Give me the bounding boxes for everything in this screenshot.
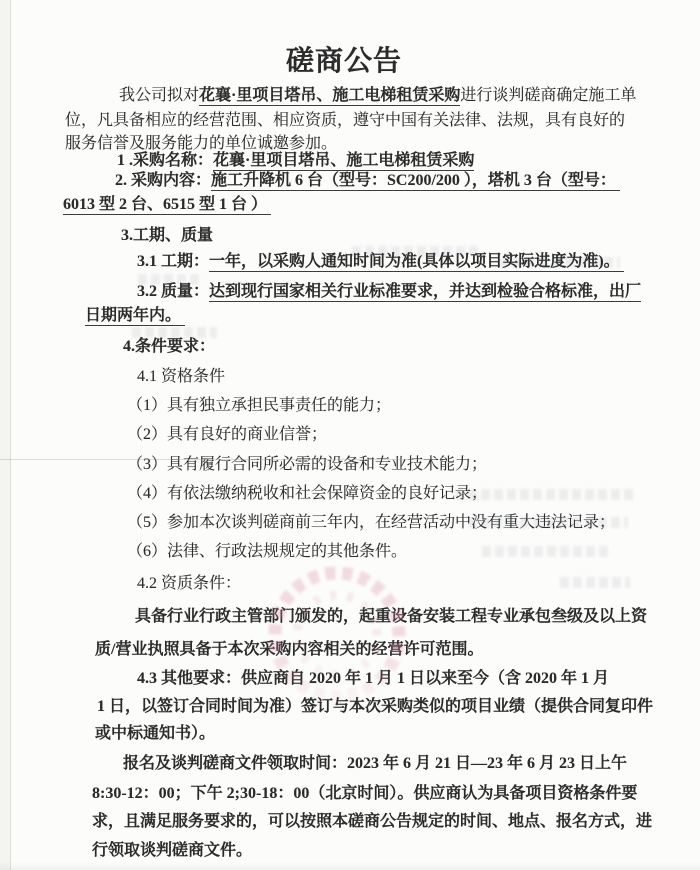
text-segment: （1）具有独立承担民事责任的能力； [127,397,392,414]
doc-line [137,575,241,593]
text-segment: 4.2 资质条件： [137,575,242,592]
doc-line [127,426,327,444]
text-segment: （6）法律、行政法规规定的其他条件。 [127,543,408,560]
text-segment: 花襄·里项目塔吊、施工电梯租赁采购 [199,87,461,104]
doc-line [63,196,271,214]
doc-line [137,283,641,301]
text-segment: 4.条件要求： [123,338,216,355]
doc-line [127,397,391,415]
text-segment: 一年，以采购人通知时间为准(具体以项目实际进度为准)。 [209,253,624,270]
doc-line [127,485,487,503]
bleedthrough-artifact [132,327,217,338]
scan-edge-strip [0,0,10,870]
text-segment: 3.工期、质量 [121,227,214,244]
doc-line [92,813,652,831]
text-segment: 服务信誉及服务能力的单位诚邀参加。 [65,135,338,152]
doc-line [65,112,625,130]
page-title: 磋商公告 [285,45,403,77]
bleedthrough-artifact [455,489,635,500]
doc-line [123,338,215,356]
doc-line [137,368,225,386]
text-segment: 行领取谈判磋商文件。 [92,842,253,859]
text-segment: 具备行业行政主管部门颁发的，起重设备安装工程专业承包叁级及以上资 [135,608,648,625]
bleedthrough-artifact [482,546,612,557]
text-segment: 1 日，以签订合同时间为准）签订与本次采购类似的项目业绩（提供合同复印件 [97,698,654,715]
doc-line [92,842,252,860]
scan-bottom-shading [0,862,700,870]
seal-stamp-icon [252,545,422,725]
text-segment: 日期两年内。 [85,307,186,324]
text-segment: （5）参加本次谈判磋商前三年内，在经营活动中没有重大违法记录； [127,514,616,531]
text-segment: 3.1 工期： [137,253,210,270]
text-segment: （3）具有履行合同所必需的设备和专业技术能力； [127,456,488,473]
bleedthrough-artifact [560,577,630,588]
text-segment: 我公司拟对 [119,87,200,104]
bleedthrough-artifact [352,246,482,257]
text-segment: 3.2 质量： [137,283,210,300]
doc-line [123,755,627,773]
text-segment: 进行谈判磋商确定施工单 [460,87,637,104]
bleedthrough-artifact [468,517,628,528]
text-segment: 1 .采购名称： [117,152,214,169]
doc-line [65,135,337,153]
doc-line [121,227,213,245]
text-segment: 位，凡具备相应的经营范围、相应资质，遵守中国有关法律、法规，具有良好的 [65,112,626,129]
scan-artifact-line [0,459,430,460]
text-segment: 8:30-12：00；下午 2;30-18：00（北京时间）。供应商认为具备项目资格条件要 [92,785,638,802]
text-segment: 4.1 资格条件 [137,368,226,385]
doc-line [85,307,185,325]
text-segment: （2）具有良好的商业信誉； [127,426,328,443]
doc-line [115,172,620,190]
text-segment: 报名及谈判磋商文件领取时间：2023 年 6 月 21 日—23 年 6 月 23 日上午 [123,755,628,772]
text-segment: （4）有依法缴纳税收和社会保障资金的良好记录； [127,485,488,502]
doc-line [92,785,637,803]
text-segment: 求，且满足服务要求的，可以按照本磋商公告规定的时间、地点、报名方式，进 [92,813,653,830]
text-segment: 2. 采购内容： [115,172,212,189]
bleedthrough-artifact [500,257,620,268]
text-segment: 花襄·里项目塔吊、施工电梯租赁采购 [213,152,475,169]
scan-edge-line [10,0,11,870]
bleedthrough-artifact [138,274,200,285]
text-segment: 4.3 其他要求：供应商自 2020 年 1 月 1 日以来至今（含 2020 年 1 月 [137,670,610,687]
text-segment: 施工升降机 6 台（型号：SC200/200 ），塔机 3 台（型号： [211,172,620,189]
text-segment: 质/营业执照具备于本次采购内容相关的经营许可范围。 [95,641,484,658]
text-segment: 或中标通知书）。 [95,725,216,742]
doc-line [95,725,215,743]
doc-line [119,87,636,105]
text-segment: 达到现行国家相关行业标准要求，并达到检验合格标准，出厂 [209,283,642,300]
text-segment: 6013 型 2 台、6515 型 1 台 ） [63,196,272,213]
doc-line [117,152,474,170]
